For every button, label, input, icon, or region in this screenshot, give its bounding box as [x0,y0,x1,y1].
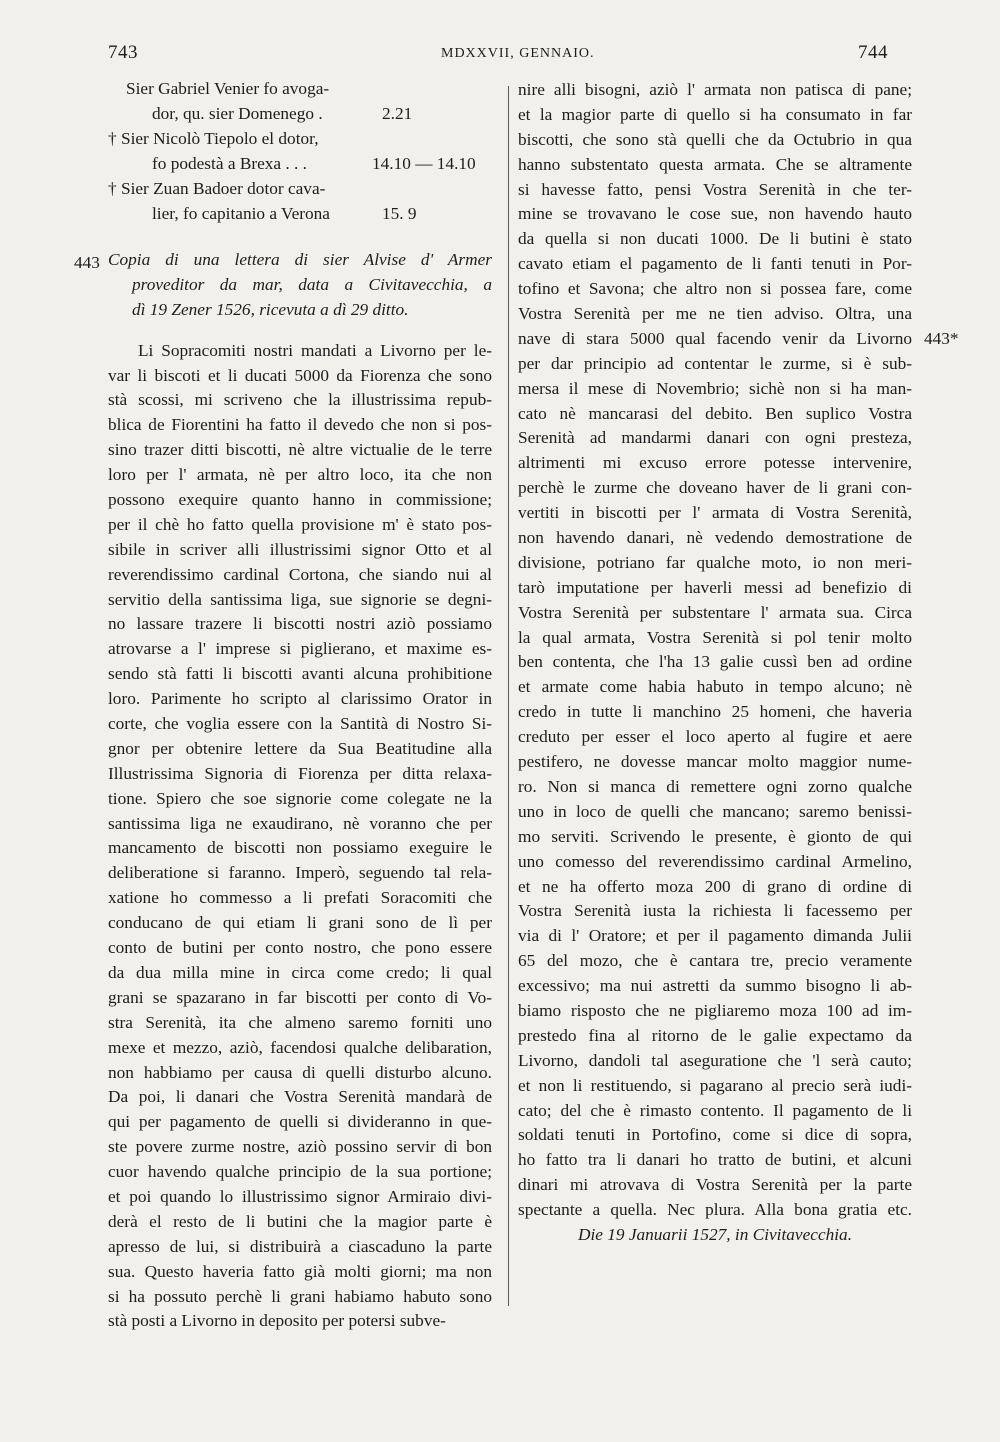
text-line: biamo risposto che ne pigliaremo moza 100 ad im- [518,1000,912,1020]
text-line: da dua milla mine in circa come credo; li qual [108,962,492,982]
text-line: creduto per esser el loco aperto al fugire et aere [518,727,912,747]
text-line: servitio della santissima liga, sue signorie se degni- [108,589,492,609]
text-line: santissima liga ne exaudirano, nè voranno che per [108,813,492,833]
column-divider [508,86,509,1306]
margin-number-right: 443* [924,329,959,348]
text-line: grani se spazarano in far biscotti per conto di Vo- [108,987,492,1007]
text-line: no lassare trazere li biscotti nostri aziò possiamo [108,614,492,634]
text-line: cato nè mancarasi del debito. Ben suplico Vostra [518,403,912,423]
text-line: reverendissimo cardinal Cortona, che siando nui al [108,564,492,584]
entry-value: 2.21 [382,104,413,123]
entry-value: 14.10 — 14.10 [372,154,476,173]
text-line: ste povere zurme nostre, aziò possino servir di bon [108,1137,492,1157]
text-line: si havesse fatto, pensi Vostra Serenità in che ter- [518,179,912,199]
text-line: cavato etiam el pagamento de li fanti tenuti in Por- [518,254,912,274]
text-line: 65 del mozo, che è cantara tre, precio veramente [518,951,912,971]
text-line: dinari mi atrovava di Vostra Serenità per la parte [518,1175,912,1195]
text-line: biscotti, che sono stà quelli che da Octubrio in qua [518,129,912,149]
text-line: perchè le zurme che doveano haver de li grani con- [518,478,912,498]
text-line: cato; del che è rimasto contento. Il pagamento de li [518,1100,912,1120]
text-line: loro per l' armata, nè per altro loco, ita che non [108,465,492,485]
text-line: uno comesso del reverendissimo cardinal Armelino, [518,851,912,871]
text-line: Vostra Serenità per me ne tien adviso. Oltra, una [518,304,912,324]
text-line: conducano de qui etiam li grani sono de lì per [108,913,492,933]
text-line: per dar principio ad contentar le zurme, si è sub- [518,353,912,373]
text-line: blica de Fiorentini ha fatto il devedo che non si pos- [108,415,492,435]
heading-line: dì 19 Zener 1526, ricevuta a dì 29 ditto. [132,299,409,319]
text-line: cuor havendo qualche principio de la sua portione; [108,1162,492,1182]
text-line: Livorno, dandoli tal aseguratione che 'l serà cauto; [518,1050,912,1070]
text-line: loro. Parimente ho scripto al clarissimo Orator in [108,689,492,709]
text-line: derà el resto de li butini che la magior parte è [108,1211,492,1231]
text-line: stà posti a Livorno in deposito per potersi subve- [108,1311,446,1331]
text-line: mexe et mezzo, aziò, facendosi qualche delibaration, [108,1037,492,1057]
entry-line: † Sier Zuan Badoer dotor cava- [108,179,326,198]
text-line: prestedo fina al ritorno de le galie expectamo da [518,1025,912,1045]
text-line: non habbiamo per causa di quelli disturbo alcuno. [108,1062,492,1082]
heading-line: Copia di una lettera di sier Alvise d' Armer [108,250,492,269]
text-line: ho fatto tra li danari ho tratto de butini, et alcuni [518,1150,912,1170]
letter-date-signature: Die 19 Januarii 1527, in Civitavecchia. [577,1224,853,1244]
text-line: mo serviti. Scrivendo le presente, è gionto de qui [518,826,912,846]
text-line: altrimenti mi excuso errore potesse intervenire, [518,453,912,473]
text-line: et non li restituendo, si pagarano al precio serà iudi- [518,1075,912,1095]
letter-heading [108,248,492,323]
text-line: qui per pagamento de quelli si divideranno in que- [108,1112,492,1132]
text-line: mersa il mese di Novembrio; sichè non si ha man- [518,378,912,398]
text-line: Li Sopracomiti nostri mandati a Livorno per le- [138,340,492,360]
text-line: si ha possuto perchè li grani habiamo habuto sono [108,1286,492,1306]
text-line: pestifero, ne dovesse mancar molto maggior nume- [518,752,912,772]
election-entry [108,176,492,226]
text-line: nire alli bisogni, aziò l' armata non patisca di pane; [518,80,912,99]
text-line: hanno substentato questa armata. Che se altramente [518,154,912,174]
text-line: tarò imputatione per haverli messi ad benefizio di [518,577,912,597]
election-list [108,76,492,226]
text-line: Vostra Serenità per substentare l' armata sua. Circa [518,602,912,622]
entry-line: dor, qu. sier Domenego . [152,104,323,123]
text-line: via di l' Oratore; et per il pagamento dimanda Julii [518,926,912,946]
text-line: gnor per obtenire lettere da Sua Beatitudine alla [108,738,492,758]
text-line: Illustrissima Signoria di Fiorenza per ditta relaxa- [108,763,492,783]
text-line: Serenità ad mandarmi danari con ogni presteza, [518,428,912,448]
text-line: xatione ho commesso a li prefati Soracomiti che [108,888,492,908]
text-line: et poi quando lo illustrissimo signor Armiraio divi- [108,1186,492,1206]
right-page-number: 744 [858,42,888,63]
text-line: atrovarse a l' imprese si piglierano, et maxime es- [108,639,492,659]
entry-line: Sier Gabriel Venier fo avoga- [126,79,330,98]
text-line: nave di stara 5000 qual facendo venir da Livorno [518,328,912,348]
text-line: var li biscoti et li ducati 5000 da Fiorenza che sono [108,365,492,385]
text-line: da quella si non ducati 1000. De li butini è stato [518,229,912,249]
text-line: non havendo danari, nè vedendo demostratione de [518,528,912,548]
running-header: MDXXVII, GENNAIO. [441,46,595,61]
text-line: credo in tutte li manchino 25 homeni, che haveria [518,702,912,722]
text-line: ben contenta, che l'ha 13 galie cussì ben ad ordine [518,652,912,672]
text-line: conto de butini per conto nostro, che pono essere [108,938,492,958]
text-line: tione. Spiero che soe signorie come colegate ne la [108,788,492,808]
text-line: stà scossi, mi scriveno che la illustrissima repub- [108,390,492,410]
election-entry [108,126,492,176]
entry-line: fo podestà a Brexa . . . [152,154,307,173]
entry-line: † Sier Nicolò Tiepolo el dotor, [108,129,319,148]
text-line: et la magior parte di quello si ha consumato in far [518,104,912,124]
text-line: la qual armata, Vostra Serenità si pol tenir molto [518,627,912,647]
entry-value: 15. 9 [382,204,417,223]
election-entry [108,76,492,126]
text-line: ro. Non si manca di remettere ogni zorno qualche [518,776,912,796]
text-line: apresso de lui, si distribuirà a ciascaduno la parte [108,1236,492,1256]
text-line: sendo stà fatti li biscotti avanti alcuna prohibitione [108,664,492,684]
text-line: Vostra Serenità iusta la richiesta li facessemo per [518,901,912,921]
text-line: sibile in scriver alli illustrissimi signor Otto et al [108,539,492,559]
text-line: corte, che voglia essere con la Santità di Nostro Si- [108,714,492,734]
text-line: sino trazer ditti biscotti, nè altre victualie de le terre [108,440,492,460]
text-line: et armate come habia habuto in tempo alcuno; nè [518,677,912,697]
text-line: stra Serenità, ita che almeno saremo forniti uno [108,1012,492,1032]
letter-body-left [108,339,492,1335]
text-line: et ne ha offerto moza 200 di grano di ordine di [518,876,912,896]
text-line: tofino et Savona; che altro non si possea fare, come [518,279,912,299]
text-line: uno in loco de quelli che mancano; saremo benissi- [518,801,912,821]
text-line: possono exequire quanto hanno in commissione; [108,490,492,510]
text-line: mancamento de biscotti non possiamo exeguire le [108,838,492,858]
text-line: deliberatione si faranno. Imperò, seguendo tal rela- [108,863,492,883]
text-line: per il chè ho fatto quella provisione m' è stato pos- [108,514,492,534]
letter-body-right [518,78,912,1223]
heading-line: proveditor da mar, data a Civitavecchia, a [132,274,492,294]
text-line: vertiti in biscotti per l' armata di Vostra Serenità, [518,503,912,523]
right-column [518,78,912,1248]
entry-line: lier, fo capitanio a Verona [152,204,330,223]
text-line: spectante a quella. Nec plura. Alla bona gratia etc. [518,1200,912,1220]
margin-number-left: 443 [74,253,100,272]
text-line: excessivo; ma nui astretti da summo bisogno li ab- [518,976,912,996]
text-line: mine se trovavano le cose sue, non havendo hauto [518,204,912,224]
text-line: divisione, potriano far qualche moto, io non meri- [518,552,912,572]
left-column [108,76,492,1334]
text-line: soldati tenuti in Portofino, come si dice di sopra, [518,1125,912,1145]
text-line: Da poi, li danari che Vostra Serenità mandarà de [108,1087,492,1107]
left-page-number: 743 [108,42,138,63]
text-line: sua. Questo haveria fatto già molti giorni; ma non [108,1261,492,1281]
